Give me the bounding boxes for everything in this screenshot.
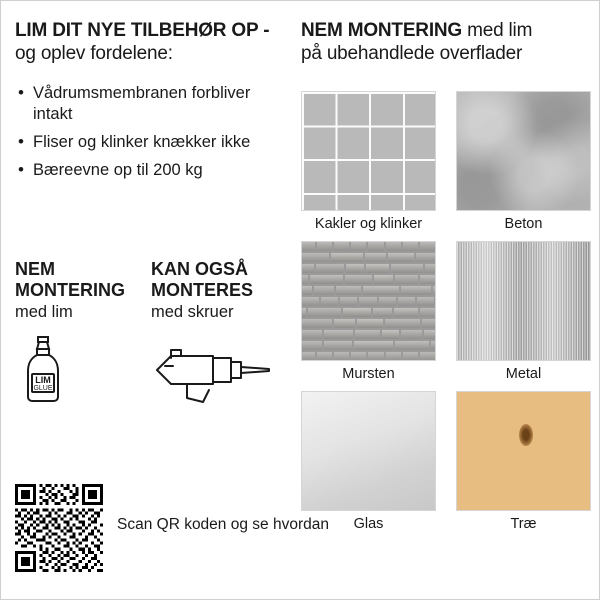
feature-subtitle: med skruer <box>151 303 234 321</box>
swatch-cell-glass <box>301 391 436 533</box>
qr-code-icon[interactable] <box>15 484 103 572</box>
mounting-features <box>15 259 287 406</box>
glue-bottle-label-lim: LIM <box>35 375 51 385</box>
right-headline-bold: NEM MONTERING <box>301 20 463 41</box>
surface-swatch-grid <box>301 91 591 533</box>
feature-title: NEM MONTERING <box>15 259 125 300</box>
surface-image-brick <box>301 241 436 361</box>
brick-row <box>301 286 436 295</box>
brick-row <box>301 330 436 339</box>
brick-row <box>301 264 436 273</box>
right-headline <box>301 19 589 65</box>
brick-row <box>301 341 436 350</box>
glue-bottle-icon <box>15 334 151 406</box>
surface-label: Kakler og klinker <box>314 216 423 232</box>
swatch-cell-concrete <box>456 91 591 233</box>
brick-row <box>301 253 436 262</box>
brick-row <box>301 308 436 317</box>
surface-label: Metal <box>505 366 542 382</box>
surface-label: Glas <box>353 516 384 532</box>
brick-row <box>301 275 436 284</box>
surface-label: Træ <box>510 516 537 532</box>
swatch-cell-brick <box>301 241 436 383</box>
surface-label: Mursten <box>342 366 395 382</box>
brick-row <box>301 297 436 306</box>
qr-block[interactable] <box>15 484 329 572</box>
surface-image-concrete <box>456 91 591 211</box>
power-drill-icon <box>151 334 287 406</box>
qr-caption: Scan QR koden og se hvordan <box>117 516 329 533</box>
left-headline <box>15 19 283 65</box>
list-item: • Fliser og klinker knækker ikke <box>31 132 283 153</box>
swatch-cell-metal <box>456 241 591 383</box>
left-column <box>15 19 283 188</box>
surface-image-metal <box>456 241 591 361</box>
feature-screw-mounting <box>151 259 287 406</box>
brick-row <box>301 352 436 361</box>
surface-image-glass <box>301 391 436 511</box>
surface-image-wood <box>456 391 591 511</box>
wood-knot <box>519 424 533 446</box>
right-headline-light-1: med lim <box>462 20 533 41</box>
benefits-list <box>15 83 283 181</box>
glue-bottle-label-glue: GLUE <box>33 385 53 392</box>
brick-row <box>301 319 436 328</box>
feature-subtitle: med lim <box>15 303 73 321</box>
left-headline-light: og oplev fordelene: <box>15 43 173 64</box>
feature-title: KAN OGSÅ MONTERES <box>151 259 254 300</box>
right-headline-light-2: på ubehandlede overflader <box>301 43 523 64</box>
list-item: • Bæreevne op til 200 kg <box>31 160 283 181</box>
surface-label: Beton <box>504 216 543 232</box>
surface-image-tile <box>301 91 436 211</box>
left-headline-bold: LIM DIT NYE TILBEHØR OP - <box>15 20 270 41</box>
right-column <box>301 19 589 65</box>
feature-glue-mounting <box>15 259 151 406</box>
list-item: • Vådrumsmembranen forbliver intakt <box>31 83 283 125</box>
swatch-cell-tile <box>301 91 436 233</box>
brick-row <box>301 242 436 251</box>
swatch-cell-wood <box>456 391 591 533</box>
